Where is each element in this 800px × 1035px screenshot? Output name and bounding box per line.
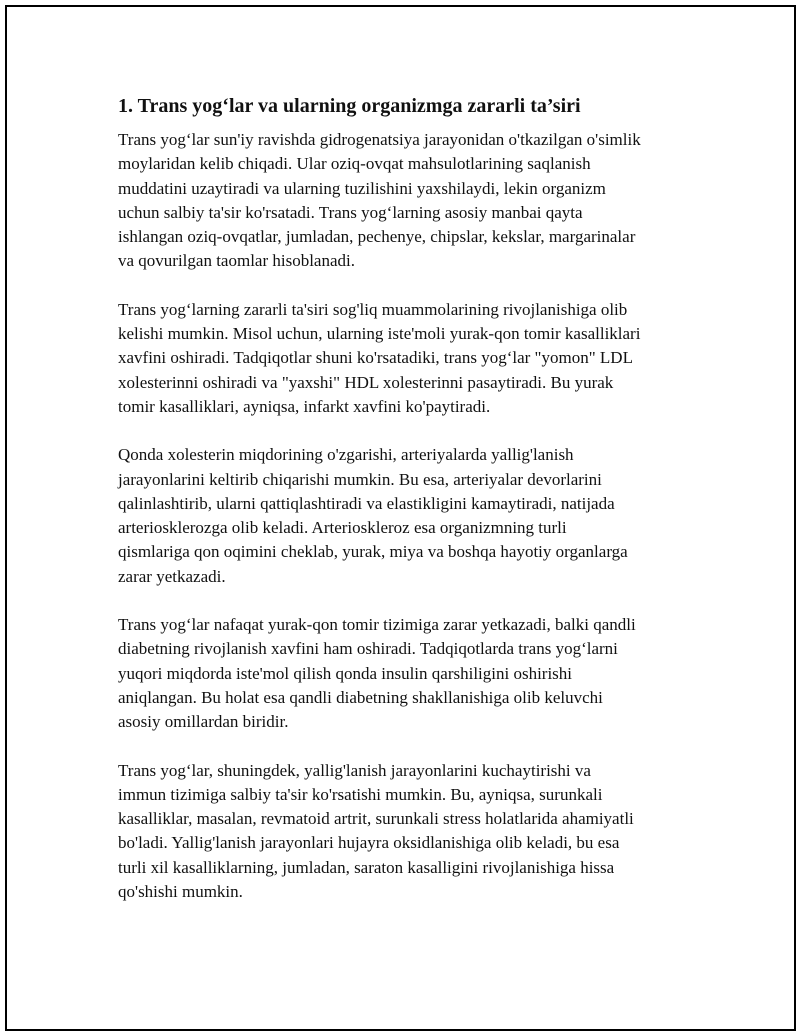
document-body — [118, 92, 698, 928]
paragraph-1: Trans yog‘lar sun'iy ravishda gidrogenatsiya jarayonidan o'tkazilgan o'simlik moylaridan kelib chiqadi. Ular oziq-ovqat mahsulotlarining saqlanish muddatini uzaytiradi va ularning tuzilishini yaxshilaydi, lekin organizm uchun salbiy ta'sir ko'rsatadi. Trans yog‘larning asosiy manbai qayta ishlangan oziq-ovqatlar, jumladan, pechenye, chipslar, kekslar, margarinalar va qovurilgan taomlar hisoblanadi. — [118, 130, 641, 271]
paragraph-4: Trans yog‘lar nafaqat yurak-qon tomir tizimiga zarar yetkazadi, balki qandli diabetning rivojlanish xavfini ham oshiradi. Tadqiqotlarda trans yog‘larni yuqori miqdorda iste'mol qilish qonda insulin qarshiligini oshirishi aniqlangan. Bu holat esa qandli diabetning shakllanishiga olib keluvchi asosiy omillardan biridir. — [118, 615, 636, 732]
paragraph-2: Trans yog‘larning zararli ta'siri sog'liq muammolarining rivojlanishiga olib kelishi mumkin. Misol uchun, ularning iste'moli yurak-qon tomir kasalliklari xavfini oshiradi. Tadqiqotlar shuni ko'rsatadiki, trans yog‘lar "yomon" LDL xolesterinni oshiradi va "yaxshi" HDL xolesterinni pasaytiradi. Bu yurak tomir kasalliklari, ayniqsa, infarkt xavfini ko'paytiradi. — [118, 299, 641, 416]
section-heading: 1. Trans yog‘lar va ularning organizmga zararli ta’siri — [118, 95, 581, 117]
paragraph-3: Qonda xolesterin miqdorining o'zgarishi, arteriyalarda yallig'lanish jarayonlarini keltirib chiqarishi mumkin. Bu esa, arteriyalar devorlarini qalinlashtirib, ularni qattiqlashtiradi va elastikligini kamaytiradi, natijada arteriosklerozga olib keladi. Arterioskleroz esa organizmning turli qismlariga qon oqimini cheklab, yurak, miya va boshqa hayotiy organlarga zarar yetkazadi. — [118, 445, 628, 586]
paragraph-5: Trans yog‘lar, shuningdek, yallig'lanish jarayonlarini kuchaytirishi va immun tizimiga salbiy ta'sir ko'rsatishi mumkin. Bu, ayniqsa, surunkali kasalliklar, masalan, revmatoid artrit, surunkali stress holatlarida ahamiyatli bo'ladi. Yallig'lanish jarayonlari hujayra oksidlanishiga olib keladi, bu esa turli xil kasalliklarning, jumladan, saraton kasalligini rivojlanishiga hissa qo'shishi mumkin. — [118, 760, 634, 902]
